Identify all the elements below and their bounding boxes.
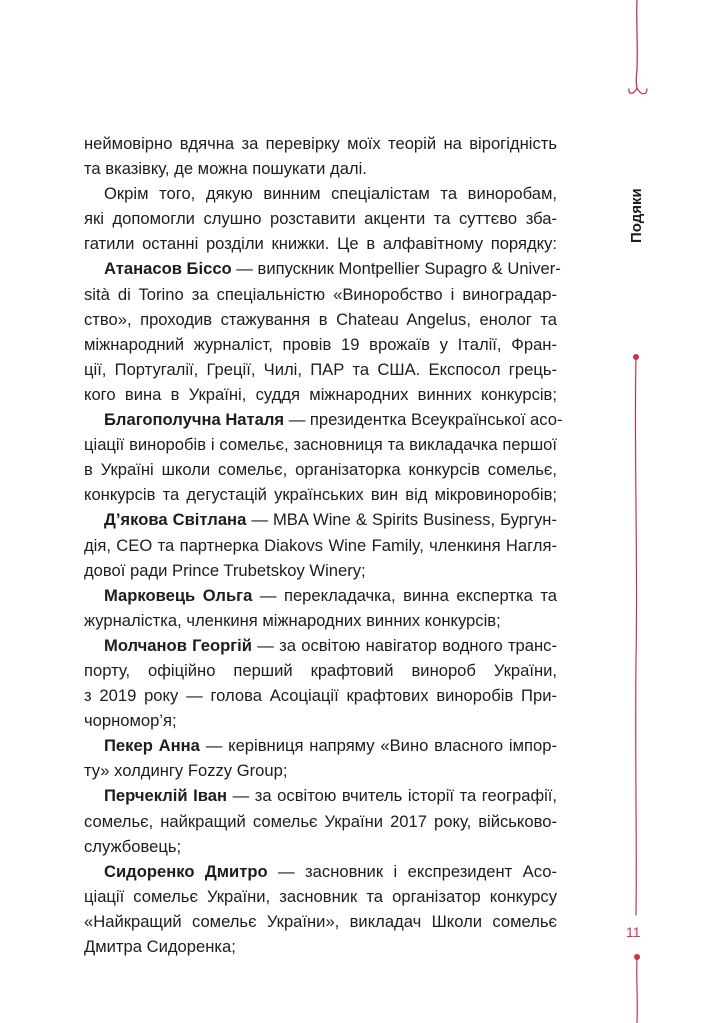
entry-line: Марковець Ольга — перекладачка, винна експертка та xyxy=(104,585,558,605)
entry-line: Благополучна Наталя — президентка Всеукраїнської асо- xyxy=(104,410,563,430)
text-line: ціації виноробів і сомельє, засновниця та викладачка першої xyxy=(84,435,557,455)
person-name: Марковець Ольга xyxy=(104,585,253,605)
text-line: «Найкращий сомельє України», викладач Школи сомельє xyxy=(84,911,557,931)
vine-top-line xyxy=(636,0,637,88)
text-line: Окрім того, дякую винним спеціалістам та виноробам, xyxy=(104,184,557,204)
person-name: Атанасов Біссо xyxy=(104,259,232,279)
text-line: міжнародний журналіст, провів 19 врожаїв у Італії, Фран- xyxy=(84,334,557,354)
text-line: з 2019 року — голова Асоціації крафтових виноробів При- xyxy=(84,686,557,706)
text-line: які допомогли слушно розставити акценти та суттєво зба- xyxy=(84,209,557,229)
person-name: Пекер Анна xyxy=(104,736,200,756)
person-name: Перчеклій Іван xyxy=(104,786,228,806)
text-line: службовець; xyxy=(84,836,182,856)
text-line: неймовірно вдячна за перевірку моїх теорій на вірогідність xyxy=(84,134,557,153)
text-line: ціації сомельє України, засновник та організатор конкурсу xyxy=(84,886,557,906)
entry-line: Сидоренко Дмитро — засновник і експрезидент Асо- xyxy=(104,861,557,881)
text-line: кого вина в Україні, суддя міжнародних винних конкурсів; xyxy=(84,384,557,404)
vine-dot-lower xyxy=(634,954,640,960)
text-line: дової ради Prince Trubetskoy Winery; xyxy=(84,560,366,580)
text-line: sità di Torino за спеціальністю «Виноробство і виноградар- xyxy=(84,284,557,304)
text-line: ство», проходив стажування в Chateau Angelus, енолог та xyxy=(84,309,557,329)
entry-line: Д’якова Світлана — MBA Wine & Spirits Business, Бургун- xyxy=(104,510,557,530)
text-line: порту, офіційно перший крафтовий винороб України, xyxy=(84,660,557,680)
entry-line: Молчанов Георгій — за освітою навігатор водного транс- xyxy=(104,635,557,655)
text-line: чорномор’я; xyxy=(84,711,177,731)
person-name: Д’якова Світлана xyxy=(104,510,247,530)
text-line: дія, CEO та партнерка Diakovs Wine Family, членкиня Нагля- xyxy=(84,535,557,555)
text-line: конкурсів та дегустацій українських вин від мікровиноробів; xyxy=(84,485,557,505)
text-line: та вказівку, де можна пошукати далі. xyxy=(84,159,367,179)
side-title: Подяки xyxy=(628,188,645,243)
entry-line: Атанасов Біссо — випускник Montpellier Supagro & Univer- xyxy=(104,259,561,279)
entry-line: Пекер Анна — керівниця напряму «Вино власного імпор- xyxy=(104,736,557,756)
text-line: журналістка, членкиня міжнародних винних конкурсів; xyxy=(84,610,501,630)
vine-bottom-line xyxy=(637,957,638,1023)
text-line: сомельє, найкращий сомельє України 2017 року, військово- xyxy=(84,811,557,831)
text-line: ту» холдингу Fozzy Group; xyxy=(84,761,288,781)
entry-line: Перчеклій Іван — за освітою вчитель історії та географії, xyxy=(104,786,558,806)
text-line: в Україні школи сомельє, організаторка конкурсів сомельє, xyxy=(84,460,557,480)
vine-top-curl xyxy=(629,88,647,94)
text-line: Дмитра Сидоренка; xyxy=(84,937,236,956)
text-line: гатили останні розділи книжки. Це в алфавітному порядку: xyxy=(84,234,557,254)
vine-middle-line xyxy=(635,357,636,915)
person-name: Молчанов Георгій xyxy=(104,635,252,655)
vine-dot-upper xyxy=(633,354,639,360)
page-number: 11 xyxy=(626,924,641,940)
text-line: ції, Португалії, Греції, Чилі, ПАР та США. Експосол грець- xyxy=(84,359,557,379)
page-body xyxy=(84,131,563,959)
person-name: Благополучна Наталя xyxy=(104,410,285,430)
person-name: Сидоренко Дмитро xyxy=(104,861,268,881)
